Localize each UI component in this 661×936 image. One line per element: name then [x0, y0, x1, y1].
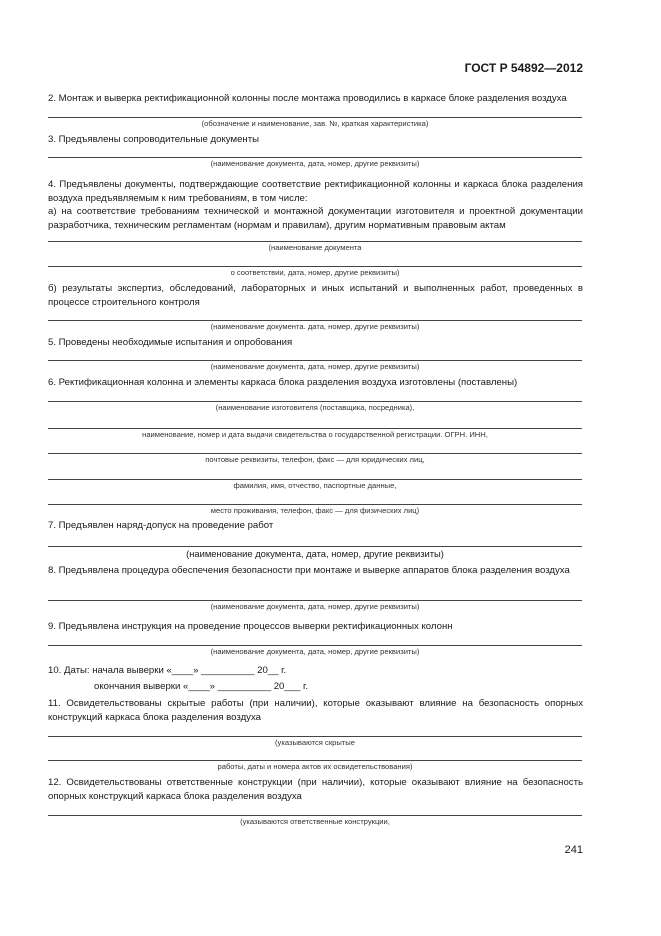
item-4b-caption: (наименование документа. дата, номер, другие реквизиты): [210, 322, 420, 331]
item-4a-caption-2: о соответствии, дата, номер, другие реквизиты): [230, 268, 400, 277]
item-4b-text: б) результаты экспертиз, обследований, лабораторных и иных испытаний и выполненных работ, проведенных в процессе строительного контроля: [48, 283, 583, 308]
item-3-caption: (наименование документа, дата, номер, другие реквизиты): [210, 159, 420, 168]
document-code: ГОСТ Р 54892—2012: [464, 61, 583, 75]
item-9-text: 9. Предъявлена инструкция на проведение процессов выверки ректификационных колонн: [48, 621, 453, 632]
item-3-text: 3. Предъявлены сопроводительные документы: [48, 134, 259, 145]
item-11-text: 11. Освидетельствованы скрытые работы (при наличии), которые оказывают влияние на безопасность опорных конструкций каркаса блока разделения воздуха: [48, 698, 583, 723]
fill-line: [48, 453, 582, 454]
item-4a-text: а) на соответствие требованиям технической и монтажной документации изготовителя и проектной документации разработчика, техническим регламентам (нормам и правилам), другим нормативным правовым актам: [48, 206, 583, 231]
fill-line: [48, 760, 582, 761]
item-11-caption-2: работы, даты и номера актов их освидетельствования): [217, 762, 413, 771]
fill-line: [48, 504, 582, 505]
item-4-text: 4. Предъявлены документы, подтверждающие соответствие ректификационной колонны и каркаса блока разделения воздуха предъявляемым к ним требованиям, в том числе:: [48, 179, 583, 204]
fill-line: [48, 736, 582, 737]
item-2-caption: (обозначение и наименование, зав. №, краткая характеристика): [201, 119, 429, 128]
item-11-caption-1: (указываются скрытые: [275, 738, 355, 747]
item-4a-caption-1: (наименование документа: [268, 243, 362, 252]
item-10-start-date: 10. Даты: начала выверки «____» __________ 20__ г.: [48, 665, 287, 676]
item-6-caption-3: почтовые реквизиты, телефон, факс — для юридических лиц,: [205, 455, 425, 464]
item-6-text: 6. Ректификационная колонна и элементы каркаса блока разделения воздуха изготовлены (поставлены): [48, 377, 518, 388]
item-6-caption-5: место проживания, телефон, факс — для физических лиц): [210, 506, 420, 515]
item-5-text: 5. Проведены необходимые испытания и опробования: [48, 337, 293, 348]
fill-line: [48, 645, 582, 646]
fill-line: [48, 360, 582, 361]
fill-line: [48, 266, 582, 267]
fill-line: [48, 241, 582, 242]
item-7-caption: (наименование документа, дата, номер, другие реквизиты): [186, 548, 444, 559]
fill-line: [48, 479, 582, 480]
fill-line: [48, 117, 582, 118]
item-6-caption-4: фамилия, имя, отчество, паспортные данные,: [233, 481, 397, 490]
item-9-caption: (наименование документа, дата, номер, другие реквизиты): [210, 647, 420, 656]
item-12-caption: (указываются ответственные конструкции,: [240, 817, 390, 826]
item-12-text: 12. Освидетельствованы ответственные конструкции (при наличии), которые оказывают влияние на безопасность опорных конструкций каркаса блока разделения воздуха: [48, 777, 583, 802]
item-8-text: 8. Предъявлена процедура обеспечения безопасности при монтаже и выверке аппаратов блока разделения воздуха: [48, 565, 570, 576]
fill-line: [48, 428, 582, 429]
item-10-end-date: окончания выверки «____» __________ 20___ г.: [94, 681, 309, 692]
item-6-caption-2: наименование, номер и дата выдачи свидетельства о государственной регистрации. ОГРН. ИНН,: [142, 430, 488, 439]
item-2-text: 2. Монтаж и выверка ректификационной колонны после монтажа проводились в каркасе блоке разделения воздуха: [48, 93, 567, 104]
fill-line: [48, 600, 582, 601]
item-5-caption: (наименование документа, дата, номер, другие реквизиты): [210, 362, 420, 371]
item-8-caption: (наименование документа, дата, номер, другие реквизиты): [210, 602, 420, 611]
item-7-text: 7. Предъявлен наряд-допуск на проведение работ: [48, 520, 274, 531]
fill-line: [48, 401, 582, 402]
page-number: 241: [564, 844, 583, 856]
fill-line: [48, 320, 582, 321]
fill-line: [48, 546, 582, 547]
fill-line: [48, 157, 582, 158]
fill-line: [48, 815, 582, 816]
item-6-caption-1: (наименование изготовителя (поставщика, посредника),: [215, 403, 415, 412]
